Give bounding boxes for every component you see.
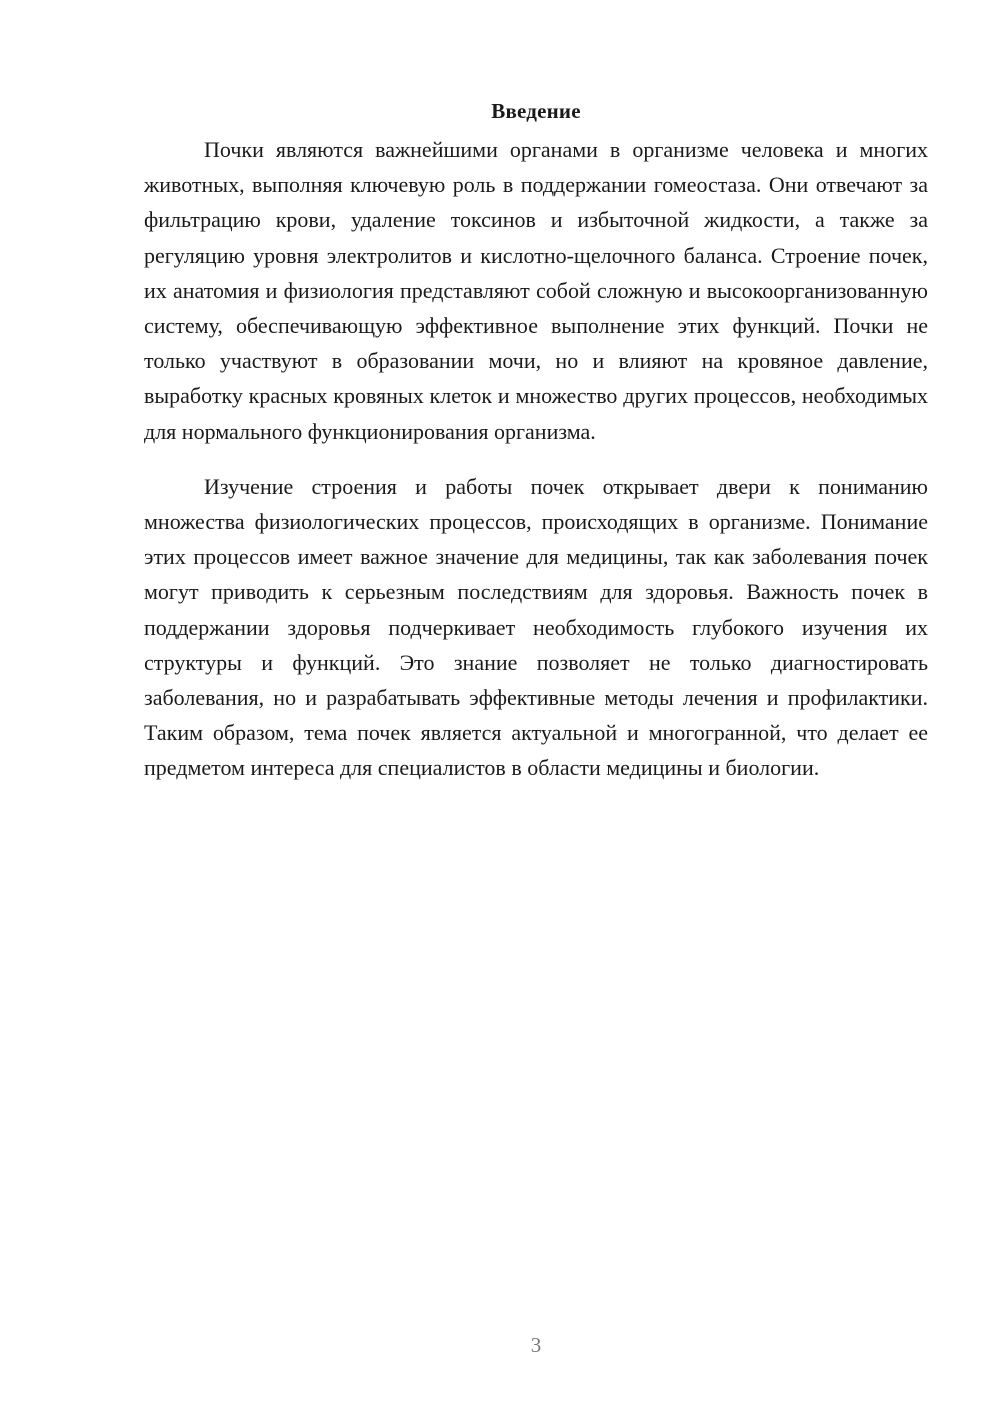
page-content xyxy=(144,96,928,786)
paragraph-2: Изучение строения и работы почек открывает двери к пониманию множества физиологических процессов, происходящих в организме. Понимание этих процессов имеет важное значение для медицины, так как заболевания почек могут приводить к серьезным последствиям для здоровья. Важность почек в поддержании здоровья подчеркивает необходимость глубокого изучения их структуры и функций. Это знание позволяет не только диагностировать заболевания, но и разрабатывать эффективные методы лечения и профилактики. Таким образом, тема почек является актуальной и многогранной, что делает ее предметом интереса для специалистов в области медицины и биологии. xyxy=(144,473,928,781)
section-heading: Введение xyxy=(491,99,581,123)
page-number: 3 xyxy=(530,1333,542,1357)
paragraph-1: Почки являются важнейшими органами в организме человека и многих животных, выполняя ключевую роль в поддержании гомеостаза. Они отвечают за фильтрацию крови, удаление токсинов и избыточной жидкости, а также за регуляцию уровня электролитов и кислотно-щелочного баланса. Строение почек, их анатомия и физиология представляют собой сложную и высокоорганизованную систему, обеспечивающую эффективное выполнение этих функций. Почки не только участвуют в образовании мочи, но и влияют на кровяное давление, выработку красных кровяных клеток и множество других процессов, необходимых для нормального функционирования организма. xyxy=(144,137,928,444)
